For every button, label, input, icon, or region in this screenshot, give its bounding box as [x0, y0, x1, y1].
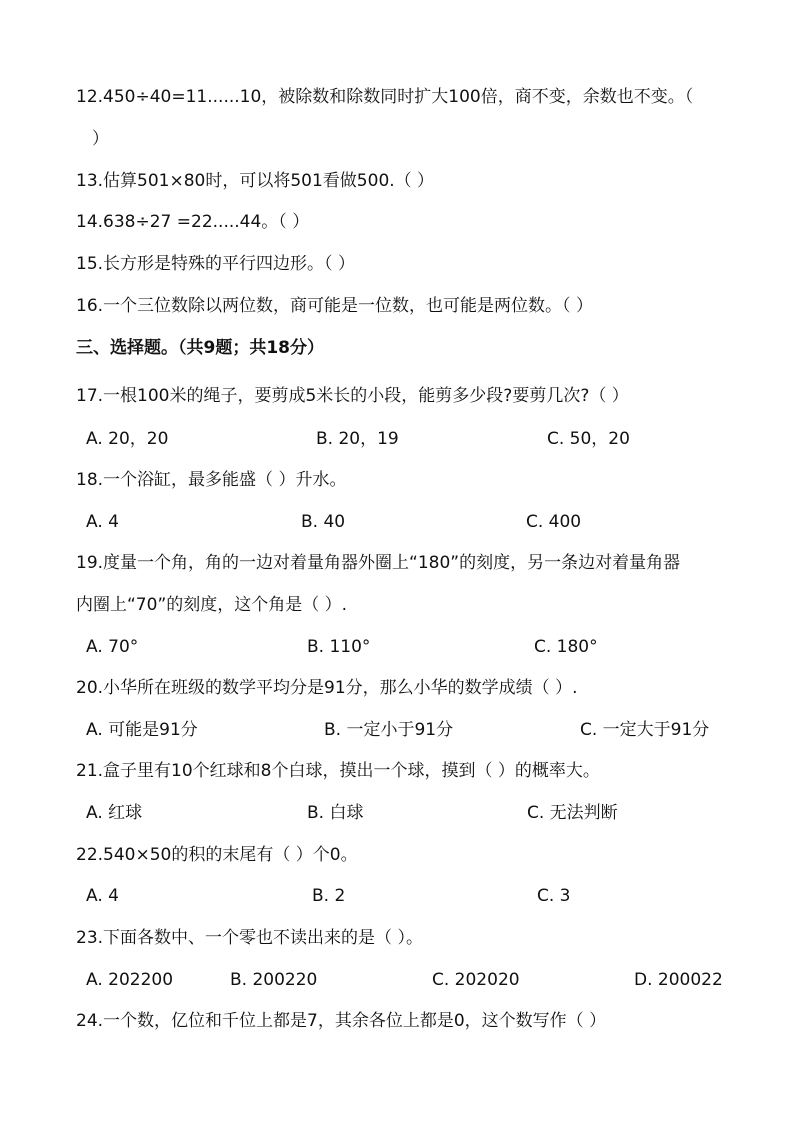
question-17-option-a: A. 20，20 [86, 429, 169, 449]
question-20-option-a: A. 可能是91分 [86, 720, 198, 740]
question-20-option-c: C. 一定大于91分 [580, 720, 710, 740]
question-17-option-c: C. 50，20 [547, 429, 630, 449]
question-17: 17.一根100米的绳子，要剪成5米长的小段，能剪多少段?要剪几次?（ ） [76, 386, 629, 406]
question-22-option-b: B. 2 [312, 886, 346, 906]
question-21: 21.盒子里有10个红球和8个白球，摸出一个球，摸到（ ）的概率大。 [76, 761, 600, 781]
question-23-option-a: A. 202200 [86, 970, 174, 990]
question-21-option-c: C. 无法判断 [527, 803, 618, 823]
question-18: 18.一个浴缸，最多能盛（ ）升水。 [76, 470, 347, 490]
question-12-line-1: 12.450÷40=11......10，被除数和除数同时扩大100倍，商不变，余数也不变。（ [76, 87, 694, 107]
question-23: 23.下面各数中、一个零也不读出来的是（ ）。 [76, 928, 423, 948]
question-23-option-d: D. 200022 [634, 970, 723, 990]
question-17-option-b: B. 20，19 [316, 429, 399, 449]
question-16: 16.一个三位数除以两位数，商可能是一位数，也可能是两位数。（ ） [76, 296, 593, 316]
question-14: 14.638÷27 =22.....44。（ ） [76, 212, 310, 232]
question-22-option-a: A. 4 [86, 886, 119, 906]
question-23-option-b: B. 200220 [230, 970, 318, 990]
question-19-option-b: B. 110° [307, 637, 371, 657]
question-12-line-2: ） [92, 129, 109, 149]
question-21-option-b: B. 白球 [307, 803, 364, 823]
question-20: 20.小华所在班级的数学平均分是91分，那么小华的数学成绩（ ）. [76, 678, 578, 698]
question-22: 22.540×50的积的末尾有（ ）个0。 [76, 845, 358, 865]
question-19-option-c: C. 180° [534, 637, 598, 657]
question-15: 15.长方形是特殊的平行四边形。（ ） [76, 254, 355, 274]
section-3-heading: 三、选择题。（共9题；共18分） [76, 338, 324, 358]
question-18-option-a: A. 4 [86, 512, 119, 532]
question-21-option-a: A. 红球 [86, 803, 143, 823]
question-20-option-b: B. 一定小于91分 [324, 720, 454, 740]
question-23-option-c: C. 202020 [432, 970, 520, 990]
question-18-option-c: C. 400 [526, 512, 582, 532]
question-19-option-a: A. 70° [86, 637, 139, 657]
question-19-line-2: 内圈上“70”的刻度，这个角是（ ）. [76, 595, 348, 615]
question-22-option-c: C. 3 [537, 886, 571, 906]
question-24: 24.一个数，亿位和千位上都是7，其余各位上都是0，这个数写作（ ） [76, 1011, 607, 1031]
question-18-option-b: B. 40 [301, 512, 346, 532]
question-19-line-1: 19.度量一个角，角的一边对着量角器外圈上“180”的刻度，另一条边对着量角器 [76, 553, 681, 573]
question-13: 13.估算501×80时，可以将501看做500.（ ） [76, 171, 435, 191]
